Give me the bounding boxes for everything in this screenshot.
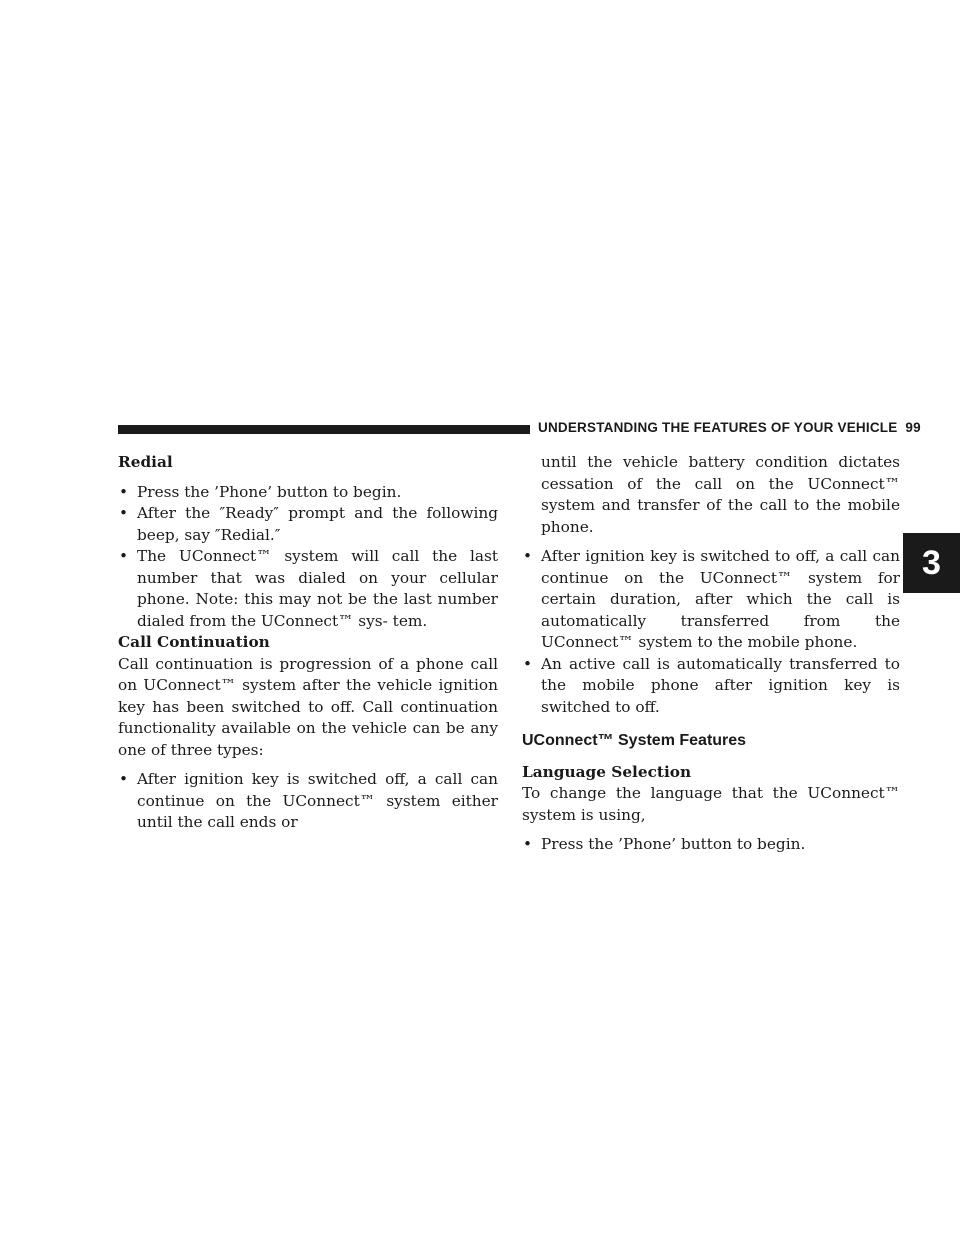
continued-text: until the vehicle battery condition dictates cessation of the call on the UConnect™ system and transfer of the call to the mobile phone. <box>541 453 900 536</box>
language-heading: Language Selection <box>522 762 692 781</box>
list-item-text: After ignition key is switched off, a call can continue on the UConnect™ system either until the call ends or <box>137 770 498 831</box>
language-paragraph: To change the language that the UConnect™ system is using, <box>522 784 900 824</box>
running-header <box>538 420 921 435</box>
call-continuation-heading: Call Continuation <box>118 633 270 651</box>
list-item <box>522 654 900 719</box>
page-number: 99 <box>905 420 921 435</box>
list-item-text: After the ″Ready″ prompt and the following beep, say ″Redial.″ <box>137 504 498 544</box>
left-column <box>118 452 498 834</box>
bullet-icon: • <box>523 547 533 565</box>
list-item-text: An active call is automatically transferred to the mobile phone after ignition key is switched to off. <box>541 654 900 716</box>
call-continuation-paragraph: Call continuation is progression of a phone call on UConnect™ system after the vehicle ignition key has been switched to off. Call continuation functionality available on the vehicle can be any one of three types: <box>118 654 498 759</box>
list-item <box>522 546 900 654</box>
bullet-icon: • <box>523 654 533 673</box>
list-item-text: The UConnect™ system will call the last number that was dialed on your cellular phone. Note: this may not be the last number dialed from the UConnect™ sys- tem. <box>137 547 498 630</box>
list-item <box>118 769 498 834</box>
bullet-icon: • <box>523 835 533 853</box>
list-item <box>118 503 498 546</box>
list-item-text: After ignition key is switched to off, a call can continue on the UConnect™ system for certain duration, after which the call is automatically transferred from the UConnect™ system to the mobile phone. <box>541 547 900 651</box>
redial-heading: Redial <box>118 453 173 471</box>
bullet-icon: • <box>119 770 129 788</box>
chapter-number: 3 <box>922 543 941 582</box>
header-title: UNDERSTANDING THE FEATURES OF YOUR VEHICLE <box>538 420 898 435</box>
section-heading: UConnect™ System Features <box>522 732 747 749</box>
chapter-tab <box>903 533 960 593</box>
list-item-text: Press the ’Phone’ button to begin. <box>137 482 402 501</box>
list-item <box>118 482 498 504</box>
list-item <box>118 546 498 632</box>
list-item <box>522 834 900 856</box>
right-column <box>522 452 900 856</box>
list-item-text: Press the ’Phone’ button to begin. <box>541 835 806 853</box>
bullet-icon: • <box>119 504 129 522</box>
bullet-icon: • <box>119 482 129 501</box>
header-rule <box>118 425 530 434</box>
bullet-icon: • <box>119 547 129 565</box>
